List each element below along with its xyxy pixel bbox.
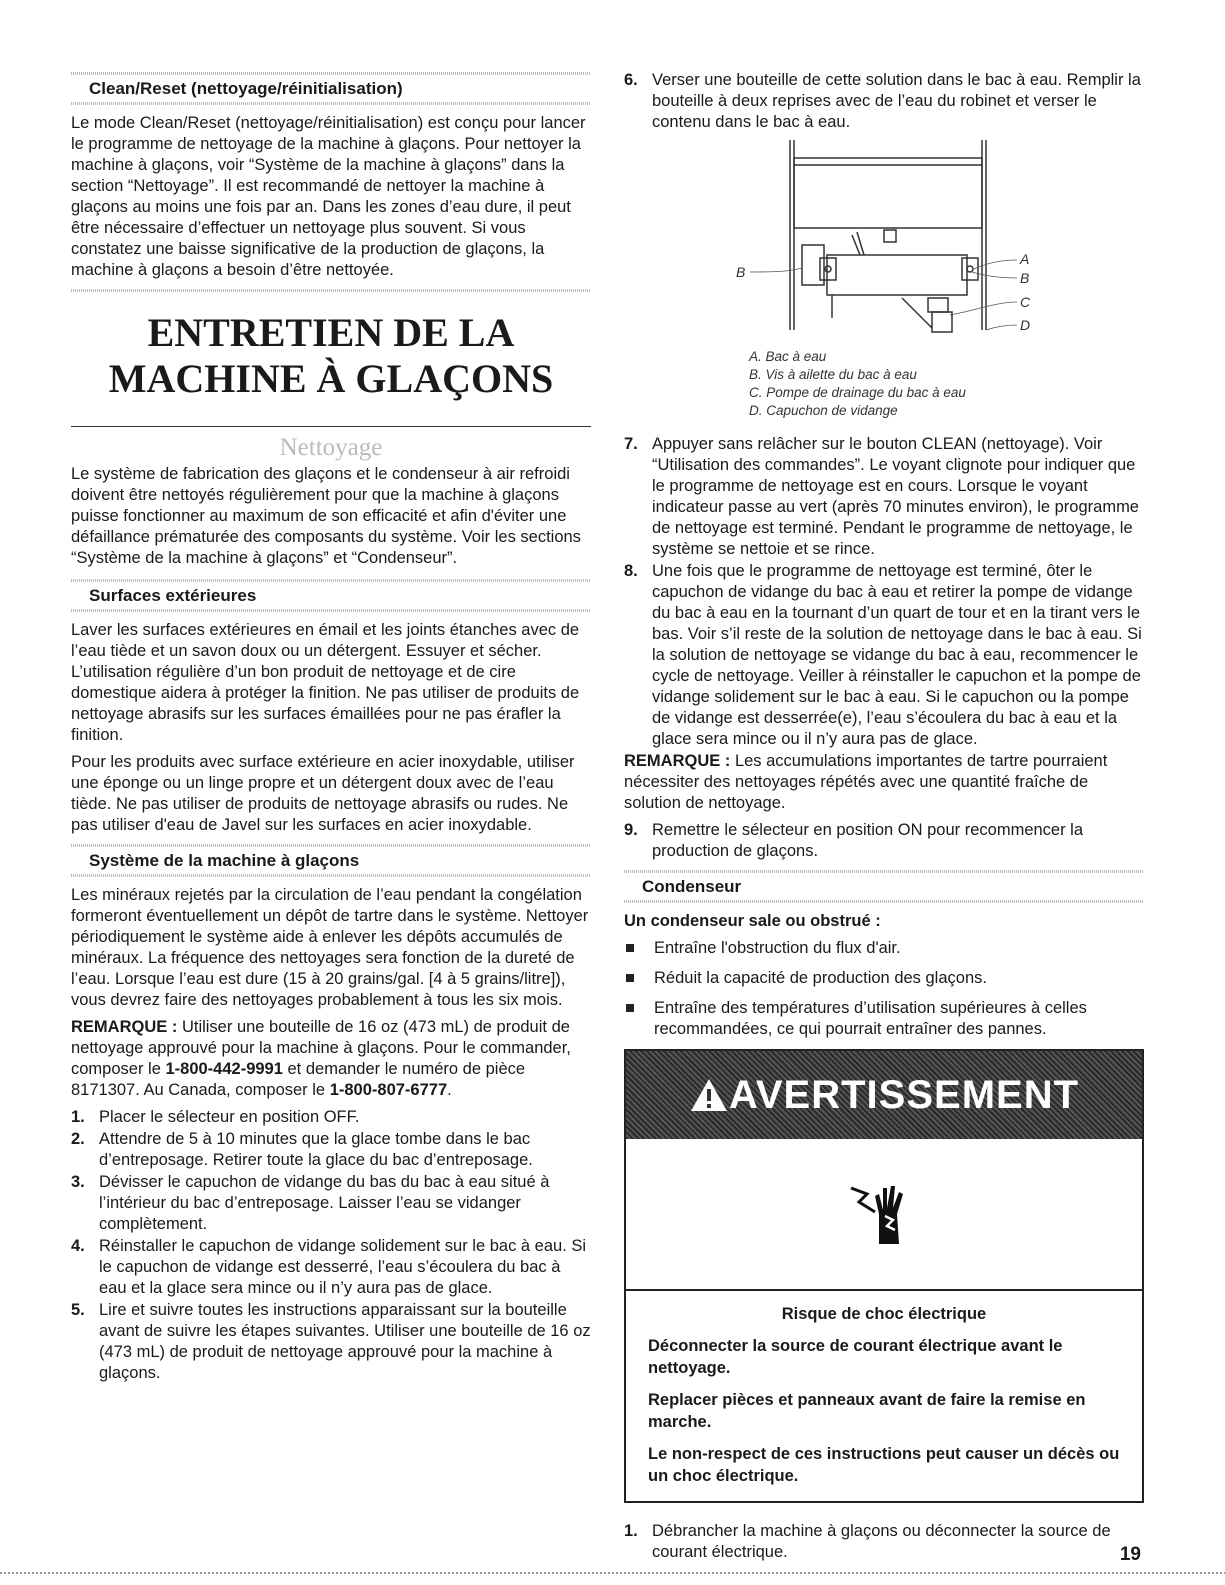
remarque-text-c: .	[447, 1081, 452, 1099]
bullet-item	[624, 968, 1144, 989]
warning-icon-area	[626, 1139, 1142, 1291]
warning-line-3: Le non-respect de ces instructions peut causer un décès ou un choc électrique.	[648, 1445, 1120, 1485]
remarque-text-b: et demander le numéro de pièce 8171307. Au Canada, composer le	[71, 1060, 526, 1099]
step-number: 3.	[71, 1173, 85, 1191]
divider	[71, 289, 591, 292]
page-title-line2: MACHINE À GLAÇONS	[108, 356, 554, 401]
systeme-heading: Système de la machine à glaçons	[89, 851, 360, 870]
step-item	[624, 70, 1144, 133]
step-text: Remettre le sélecteur en position ON pour recommencer la production de glaçons.	[652, 821, 1084, 860]
step-text: Verser une bouteille de cette solution dans le bac à eau. Remplir la bouteille à deux reprises avec de l’eau du robinet et verser le contenu dans le bac à eau.	[652, 71, 1141, 131]
step-text: Appuyer sans relâcher sur le bouton CLEAN (nettoyage). Voir “Utilisation des commandes”. Le voyant clignote pour indiquer que le programme de nettoyage est en cours. Lorsque le voyant indicateur passe au vert (après 70 minutes environ), le programme de nettoyage est terminé. Pendant le programme de nettoyage, le système se nettoie et se rince.	[652, 435, 1139, 558]
systeme-steps	[71, 1107, 591, 1384]
clean-reset-header	[71, 78, 591, 99]
bullet-text: Réduit la capacité de production des glaçons.	[654, 969, 987, 987]
step-number: 8.	[624, 562, 638, 580]
warning-box	[624, 1049, 1144, 1503]
step-number: 1.	[624, 1522, 638, 1540]
diagram-label-b: B	[1020, 270, 1030, 286]
step-text: Dévisser le capuchon de vidange du bas du bac à eau situé à l’intérieur du bac d’entreposage. Laisser l’eau se vidanger complètement.	[99, 1173, 550, 1233]
steps-7-8	[624, 434, 1144, 750]
step-item	[71, 1172, 591, 1235]
step-item	[624, 561, 1144, 750]
page-title-line1: ENTRETIEN DE LA	[147, 310, 515, 355]
condenseur-heading: Condenseur	[642, 877, 742, 896]
remarque-label: REMARQUE :	[624, 752, 731, 770]
step-item	[624, 1521, 1144, 1563]
diagram-captions	[749, 348, 1144, 420]
bullet-item	[624, 938, 1144, 959]
step-text: Débrancher la machine à glaçons ou déconnecter la source de courant électrique.	[652, 1522, 1111, 1561]
right-column	[624, 70, 1144, 1564]
step-text: Placer le sélecteur en position OFF.	[99, 1108, 360, 1126]
divider	[71, 874, 591, 877]
step-6-list	[624, 70, 1144, 133]
divider	[71, 579, 591, 582]
clean-reset-text: Le mode Clean/Reset (nettoyage/réinitialisation) est conçu pour lancer le programme de nettoyage de la machine à glaçons. Pour nettoyer la machine à glaçons, voir “Système de la machine à glaçons” dans la section “Nettoyage”. Il est recommandé de nettoyer la machine à glaçons au moins une fois par an. Dans les zones d’eau dure, il peut être nécessaire d’effectuer un nettoyage plus souvent. Si vous constatez une baisse significative de la production de glaçons, la machine à glaçons a besoin d’être nettoyée.	[71, 114, 586, 279]
warning-header	[626, 1051, 1142, 1139]
left-column	[71, 70, 591, 1385]
bottom-divider	[0, 1572, 1225, 1574]
systeme-remarque	[71, 1017, 591, 1101]
caption-b: B. Vis à ailette du bac à eau	[749, 367, 917, 382]
step-number: 6.	[624, 71, 638, 89]
condenseur-header	[624, 876, 1144, 897]
warning-title: AVERTISSEMENT	[728, 1072, 1080, 1117]
step-item	[71, 1236, 591, 1299]
remarque-label: REMARQUE :	[71, 1018, 178, 1036]
phone-number-canada: 1-800-807-6777	[329, 1081, 448, 1099]
surfaces-p2: Pour les produits avec surface extérieure en acier inoxydable, utiliser une éponge ou un linge propre et un détergent doux avec de l’eau tiède. Ne pas utiliser de produits de nettoyage abrasifs ou rudes. Ne pas utiliser d'eau de Javel sur les surfaces en acier inoxydable.	[71, 753, 575, 834]
diagram-label-d: D	[1020, 317, 1031, 333]
step-number: 1.	[71, 1108, 85, 1126]
remarque-text-a: Utiliser une bouteille de 16 oz (473 mL) de produit de nettoyage approuvé pour la machine à glaçons. Pour le commander, composer le	[71, 1018, 571, 1078]
step-item	[71, 1300, 591, 1384]
right-remarque	[624, 751, 1144, 814]
diagram-label-c: C	[1020, 294, 1031, 310]
systeme-p1: Les minéraux rejetés par la circulation de l’eau pendant la congélation formeront éventuellement un dépôt de tartre dans le système. Nettoyer périodiquement le système aide à enlever les dépôts accumulés de minéraux. La fréquence des nettoyages sera fonction de la dureté de l’eau. Lorsque l’eau est dure (15 à 20 grains/gal. [4 à 5 grains/litre]), vous devrez faire des nettoyages probablement à tous les six mois.	[71, 886, 589, 1009]
divider	[71, 426, 591, 427]
condenseur-bullets	[624, 938, 1144, 1040]
bullet-text: Entraîne l'obstruction du flux d'air.	[654, 939, 901, 957]
step-text: Attendre de 5 à 10 minutes que la glace tombe dans le bac d’entreposage. Retirer toute la glace du bac d’entreposage.	[99, 1130, 533, 1169]
nettoyage-text: Le système de fabrication des glaçons et le condenseur à air refroidi doivent être nettoyés régulièrement pour que la machine à glaçons puisse fonctionner au maximum de son efficacité et afin d'éviter une défaillance prématurée des composants du système. Voir les sections “Système de la machine à glaçons” et “Condenseur”.	[71, 465, 581, 567]
step-item	[624, 434, 1144, 560]
diagram-label-a: A	[1020, 251, 1030, 267]
step-number: 4.	[71, 1237, 85, 1255]
warning-line-2: Replacer pièces et panneaux avant de faire la remise en marche.	[648, 1391, 1086, 1431]
divider	[71, 609, 591, 612]
divider	[71, 844, 591, 847]
remarque-text: Les accumulations importantes de tartre pourraient nécessiter des nettoyages répétés avec une quantité fraîche de solution de nettoyage.	[624, 752, 1108, 812]
surfaces-heading: Surfaces extérieures	[89, 586, 257, 605]
square-bullet-icon	[626, 944, 634, 952]
caption-a: A. Bac à eau	[749, 349, 827, 364]
surfaces-header	[71, 585, 591, 606]
square-bullet-icon	[626, 1004, 634, 1012]
square-bullet-icon	[626, 974, 634, 982]
divider	[71, 102, 591, 105]
bullet-text: Entraîne des températures d’utilisation supérieures à celles recommandées, ce qui pourrait entraîner des pannes.	[654, 999, 1087, 1038]
step-number: 5.	[71, 1301, 85, 1319]
bullet-item	[624, 998, 1144, 1040]
step-text: Une fois que le programme de nettoyage est terminé, ôter le capuchon de vidange du bac à eau et retirer la pompe de vidange du bac à eau en la tournant d’un quart de tour et en la tirant vers le bas. Voir s’il reste de la solution de nettoyage dans le bac à eau. Si la solution de nettoyage se vidange du bac à eau, recommencer le cycle de nettoyage. Veiller à réinstaller le capuchon et la pompe de vidange solidement sur le bac à eau. Si le capuchon ou la pompe de vidange est desserrée(e), l’eau s’écoulera du bac à eau et la glace sera mince ou il n’y aura pas de glace.	[652, 562, 1142, 748]
caption-c: C. Pompe de drainage du bac à eau	[749, 385, 966, 400]
condenseur-steps	[624, 1521, 1144, 1563]
caption-d: D. Capuchon de vidange	[749, 403, 898, 418]
page-title	[71, 310, 591, 402]
step-item	[71, 1107, 591, 1128]
step-number: 9.	[624, 821, 638, 839]
step-number: 7.	[624, 435, 638, 453]
surfaces-p1: Laver les surfaces extérieures en émail et les joints étanches avec de l’eau tiède et un savon doux ou un détergent. Essuyer et sécher. L’utilisation régulière d’un bon produit de nettoyage et de cire domestique aidera à protéger la finition. Ne pas utiliser de produits de nettoyage abrasifs sur les surfaces émaillées pour ne pas érafler la finition.	[71, 621, 580, 744]
step-item	[71, 1129, 591, 1171]
step-text: Réinstaller le capuchon de vidange solidement sur le bac à eau. Si le capuchon de vidange est desserré, l’eau s’écoulera du bac à eau et la glace sera mince ou il n’y aura pas de glace.	[99, 1237, 587, 1297]
condenseur-subheading: Un condenseur sale ou obstrué :	[624, 912, 881, 930]
nettoyage-title: Nettoyage	[279, 434, 383, 461]
page-number: 19	[1119, 1544, 1141, 1565]
step-9-list	[624, 820, 1144, 862]
warning-risk: Risque de choc électrique	[781, 1305, 987, 1323]
warning-line-1: Déconnecter la source de courant électrique avant le nettoyage.	[648, 1337, 1063, 1377]
electric-shock-hand-icon	[849, 1174, 919, 1254]
warning-title-wrap	[689, 1072, 1080, 1117]
warning-body	[626, 1291, 1142, 1501]
phone-number: 1-800-442-9991	[165, 1060, 283, 1078]
divider	[624, 870, 1144, 873]
systeme-header	[71, 850, 591, 871]
warning-triangle-icon	[689, 1077, 729, 1113]
water-trough-diagram	[732, 140, 1032, 340]
step-item	[624, 820, 1144, 862]
diagram-label-b-left: B	[736, 264, 746, 280]
divider	[624, 900, 1144, 903]
step-number: 2.	[71, 1130, 85, 1148]
step-text: Lire et suivre toutes les instructions apparaissant sur la bouteille avant de suivre les étapes suivantes. Utiliser une bouteille de 16 oz (473 mL) de produit de nettoyage approuvé pour la machine à glaçons.	[99, 1301, 591, 1382]
divider	[71, 72, 591, 75]
clean-reset-heading: Clean/Reset (nettoyage/réinitialisation)	[89, 79, 403, 98]
